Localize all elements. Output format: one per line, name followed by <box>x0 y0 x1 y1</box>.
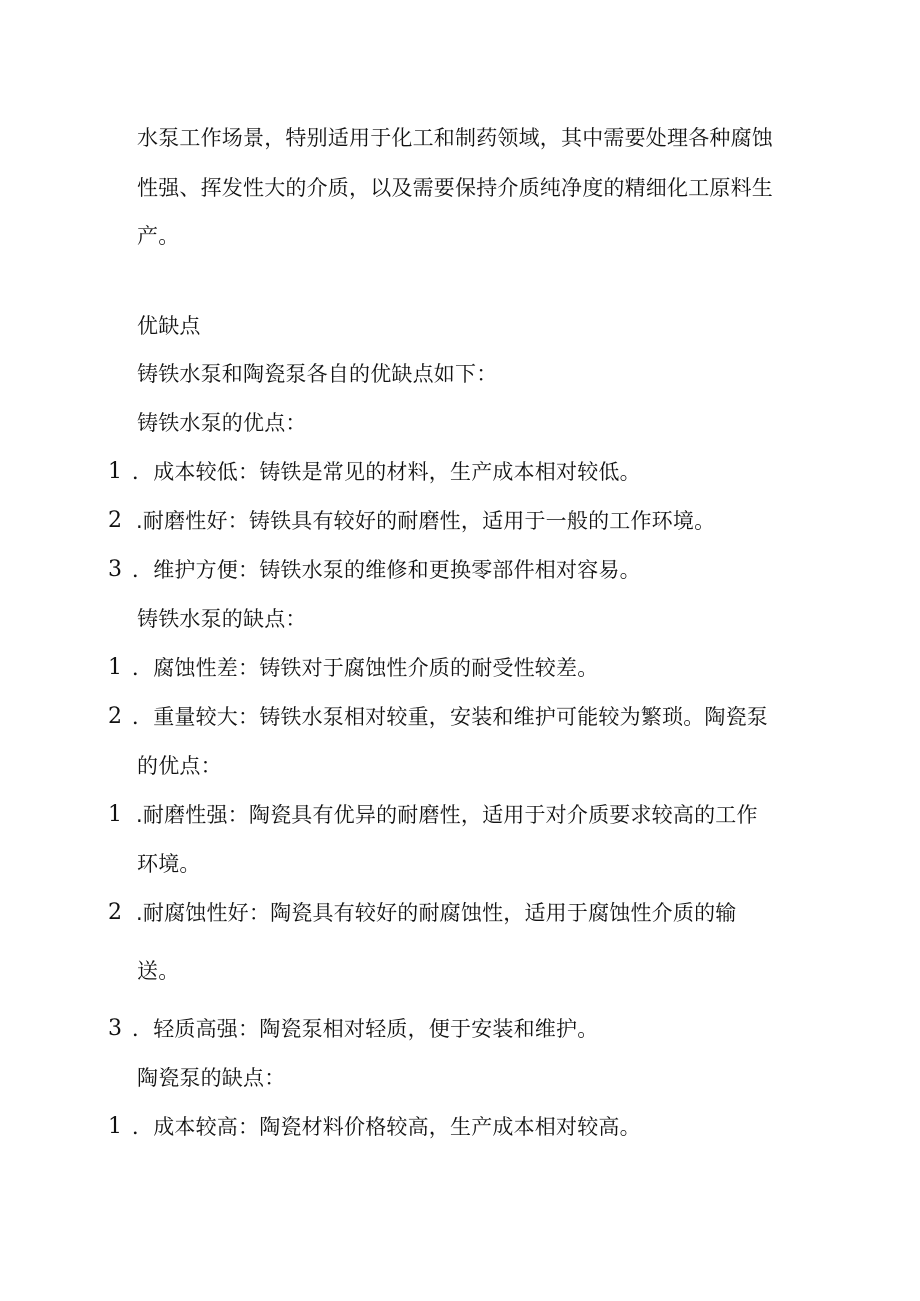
list-number: 3 <box>108 1016 122 1041</box>
list-item: ．重量较大：铸铁水泵相对较重，安装和维护可能较为繁琐。陶瓷泵 <box>132 705 768 729</box>
list-item: ．轻质高强：陶瓷泵相对轻质，便于安装和维护。 <box>132 1017 599 1041</box>
list-item-continuation: 送。 <box>137 959 180 983</box>
list-number: 2 <box>108 900 122 925</box>
list-item: .耐腐蚀性好：陶瓷具有较好的耐腐蚀性，适用于腐蚀性介质的输 <box>136 901 737 925</box>
list-item: .耐磨性好：铸铁具有较好的耐磨性，适用于一般的工作环境。 <box>136 509 716 533</box>
intro-line-1: 水泵工作场景，特别适用于化工和制药领域，其中需要处理各种腐蚀 <box>137 126 773 150</box>
intro-line-2: 性强、挥发性大的介质，以及需要保持介质纯净度的精细化工原料生 <box>137 176 773 200</box>
list-item: ．维护方便：铸铁水泵的维修和更换零部件相对容易。 <box>132 558 641 582</box>
list-number: 1 <box>108 459 122 484</box>
list-number: 1 <box>108 655 122 680</box>
list-item: ．腐蚀性差：铸铁对于腐蚀性介质的耐受性较差。 <box>132 656 599 680</box>
list-item: ．成本较高：陶瓷材料价格较高，生产成本相对较高。 <box>132 1115 641 1139</box>
list-number: 1 <box>108 1114 122 1139</box>
list-number: 2 <box>108 704 122 729</box>
list-number: 1 <box>108 802 122 827</box>
list-item-continuation: 环境。 <box>137 852 201 876</box>
cast-iron-pros-heading: 铸铁水泵的优点： <box>137 411 307 435</box>
list-number: 2 <box>108 508 122 533</box>
summary-text: 铸铁水泵和陶瓷泵各自的优缺点如下： <box>137 362 498 386</box>
ceramic-cons-heading: 陶瓷泵的缺点： <box>137 1066 286 1090</box>
list-item-continuation: 的优点： <box>137 754 222 778</box>
intro-line-3: 产。 <box>137 224 180 248</box>
list-number: 3 <box>108 557 122 582</box>
list-item: .耐磨性强：陶瓷具有优异的耐磨性，适用于对介质要求较高的工作 <box>136 803 758 827</box>
list-item: ．成本较低：铸铁是常见的材料，生产成本相对较低。 <box>132 460 641 484</box>
section-title: 优缺点 <box>137 314 201 338</box>
cast-iron-cons-heading: 铸铁水泵的缺点： <box>137 607 307 631</box>
